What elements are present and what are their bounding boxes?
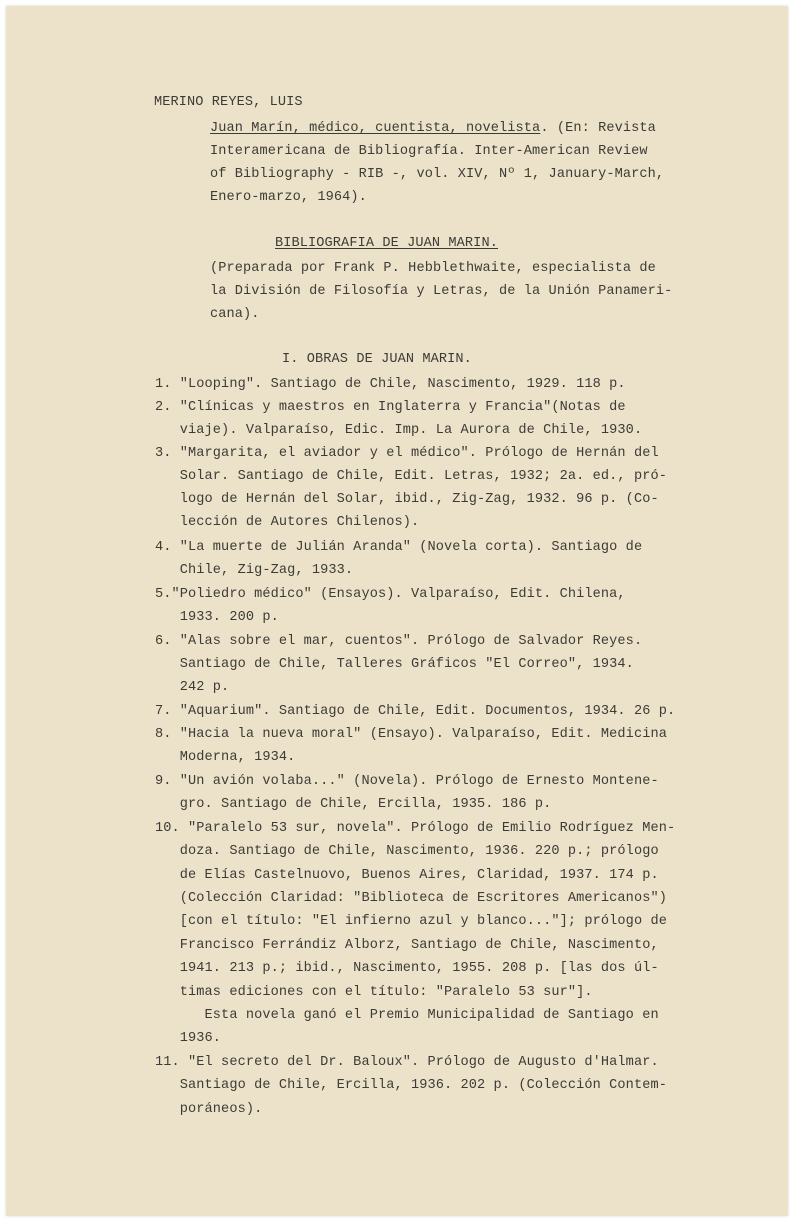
entry-line: 3. "Margarita, el aviador y el médico". Prólogo de Hernán del: [155, 446, 659, 461]
entry-line: gro. Santiago de Chile, Ercilla, 1935. 186 p.: [155, 797, 552, 812]
entry-line: 11. "El secreto del Dr. Baloux". Prólogo de Augusto d'Halmar.: [155, 1055, 659, 1070]
entry-line: de Elías Castelnuovo, Buenos Aires, Claridad, 1937. 174 p.: [155, 868, 659, 883]
paper-sheet: [6, 6, 788, 1216]
citation-line-1-rest: . (En: Revista: [540, 121, 656, 136]
prepared-line-3: cana).: [210, 307, 260, 322]
entry-line: 7. "Aquarium". Santiago de Chile, Edit. Documentos, 1934. 26 p.: [155, 704, 676, 719]
entry-line: Santiago de Chile, Talleres Gráficos "El Correo", 1934.: [155, 657, 634, 672]
entry-line: 6. "Alas sobre el mar, cuentos". Prólogo de Salvador Reyes.: [155, 634, 643, 649]
entry-line: Esta novela ganó el Premio Municipalidad de Santiago en: [155, 1008, 659, 1023]
entry-line: doza. Santiago de Chile, Nascimento, 1936. 220 p.; prólogo: [155, 844, 659, 859]
entry-line: [con el título: "El infierno azul y blanco..."]; prólogo de: [155, 914, 667, 929]
entry-line: 9. "Un avión volaba..." (Novela). Prólogo de Ernesto Montene-: [155, 774, 659, 789]
entry-line: Santiago de Chile, Ercilla, 1936. 202 p. (Colección Contem-: [155, 1078, 667, 1093]
entry-line: 1941. 213 p.; ibid., Nascimento, 1955. 208 p. [las dos úl-: [155, 961, 659, 976]
entry-line: 1933. 200 p.: [155, 610, 279, 625]
section-heading: I. OBRAS DE JUAN MARIN.: [282, 352, 472, 367]
entry-line: 1936.: [155, 1031, 222, 1046]
entry-line: 1. "Looping". Santiago de Chile, Nascimento, 1929. 118 p.: [155, 377, 626, 392]
citation-line-4: Enero-marzo, 1964).: [210, 190, 367, 205]
entry-line: 5."Poliedro médico" (Ensayos). Valparaíso, Edit. Chilena,: [155, 587, 626, 602]
entry-line: (Colección Claridad: "Biblioteca de Escritores Americanos"): [155, 891, 667, 906]
entry-line: 10. "Paralelo 53 sur, novela". Prólogo de Emilio Rodríguez Men-: [155, 821, 676, 836]
entry-line: viaje). Valparaíso, Edic. Imp. La Aurora de Chile, 1930.: [155, 423, 643, 438]
citation-line-1: [210, 121, 656, 137]
entry-line: 8. "Hacia la nueva moral" (Ensayo). Valparaíso, Edit. Medicina: [155, 727, 667, 742]
citation-line-2: Interamericana de Bibliografía. Inter-American Review: [210, 144, 648, 159]
citation-line-3: of Bibliography - RIB -, vol. XIV, Nº 1, January-March,: [210, 167, 665, 182]
entry-line: Moderna, 1934.: [155, 750, 296, 765]
prepared-line-1: (Preparada por Frank P. Hebblethwaite, especialista de: [210, 261, 656, 276]
citation-title: Juan Marín, médico, cuentista, novelista: [210, 121, 541, 136]
entry-line: Solar. Santiago de Chile, Edit. Letras, 1932; 2a. ed., pró-: [155, 469, 667, 484]
prepared-line-2: la División de Filosofía y Letras, de la Unión Panameri-: [210, 284, 673, 299]
entry-line: 2. "Clínicas y maestros en Inglaterra y Francia"(Notas de: [155, 400, 626, 415]
entry-line: lección de Autores Chilenos).: [155, 515, 420, 530]
bibliography-heading: BIBLIOGRAFIA DE JUAN MARIN.: [275, 236, 498, 251]
entry-line: poráneos).: [155, 1102, 263, 1117]
entry-line: logo de Hernán del Solar, ibid., Zig-Zag, 1932. 96 p. (Co-: [155, 492, 659, 507]
entry-line: 4. "La muerte de Julián Aranda" (Novela corta). Santiago de: [155, 540, 643, 555]
entry-line: Francisco Ferrándiz Alborz, Santiago de Chile, Nascimento,: [155, 938, 659, 953]
entry-line: 242 p.: [155, 680, 230, 695]
entry-line: Chile, Zig-Zag, 1933.: [155, 563, 354, 578]
author-heading: MERINO REYES, LUIS: [154, 95, 303, 110]
entry-line: timas ediciones con el título: "Paralelo 53 sur"].: [155, 985, 593, 1000]
